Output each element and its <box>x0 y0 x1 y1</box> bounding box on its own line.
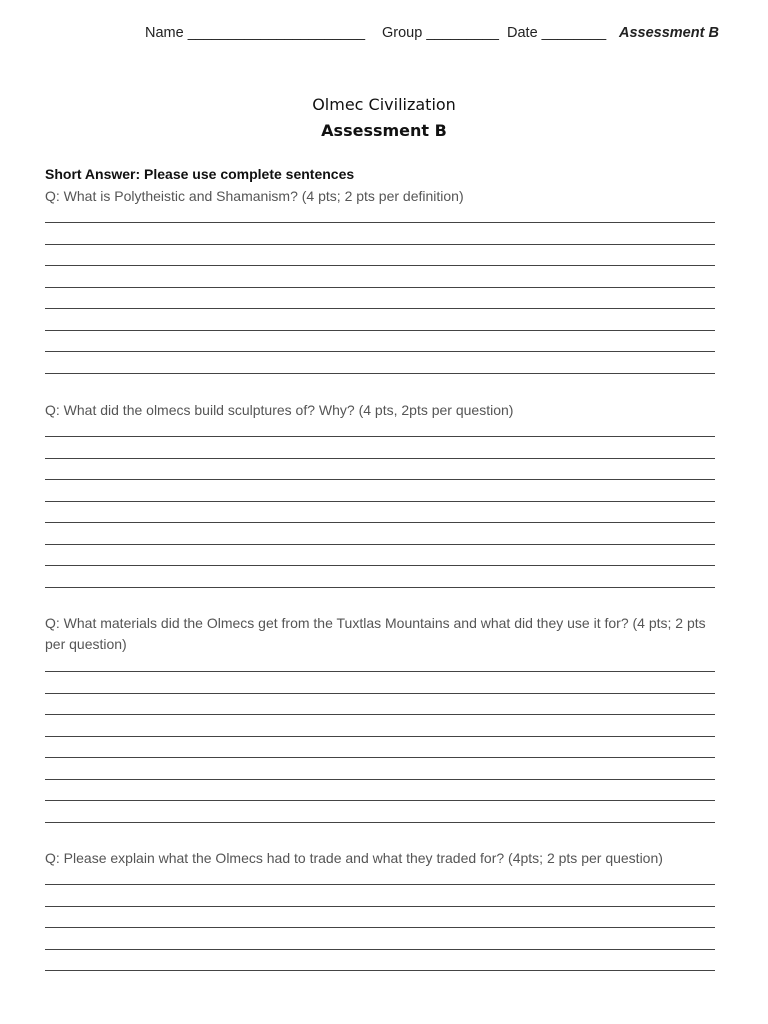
answer-line[interactable] <box>45 927 715 928</box>
page-title: Olmec Civilization <box>312 95 456 114</box>
answer-line[interactable] <box>45 308 715 309</box>
answer-line[interactable] <box>45 265 715 266</box>
answer-line[interactable] <box>45 373 715 374</box>
name-field-label[interactable]: Name ______________________ <box>145 25 366 41</box>
answer-line[interactable] <box>45 714 715 715</box>
date-field-label[interactable]: Date ________ <box>507 25 607 41</box>
answer-line[interactable] <box>45 693 715 694</box>
group-field-label[interactable]: Group _________ <box>382 25 499 41</box>
answer-line[interactable] <box>45 501 715 502</box>
answer-line[interactable] <box>45 884 715 885</box>
answer-line[interactable] <box>45 351 715 352</box>
section-heading: Short Answer: Please use complete sentences <box>45 166 355 182</box>
question-3: Q: What materials did the Olmecs get from the Tuxtlas Mountains and what did they use it for? (4 pts; 2 pts per question) <box>45 615 706 652</box>
answer-line[interactable] <box>45 779 715 780</box>
answer-line[interactable] <box>45 970 715 971</box>
question-1: Q: What is Polytheistic and Shamanism? (4 pts; 2 pts per definition) <box>45 188 464 204</box>
question-4: Q: Please explain what the Olmecs had to trade and what they traded for? (4pts; 2 pts per question) <box>45 850 663 866</box>
answer-line[interactable] <box>45 949 715 950</box>
answer-line[interactable] <box>45 544 715 545</box>
answer-line[interactable] <box>45 330 715 331</box>
answer-line[interactable] <box>45 822 715 823</box>
answer-line[interactable] <box>45 906 715 907</box>
answer-line[interactable] <box>45 800 715 801</box>
answer-line[interactable] <box>45 671 715 672</box>
answer-line[interactable] <box>45 522 715 523</box>
assessment-label: Assessment B <box>619 25 719 41</box>
answer-line[interactable] <box>45 587 715 588</box>
page-subtitle: Assessment B <box>321 121 447 140</box>
answer-line[interactable] <box>45 287 715 288</box>
answer-line[interactable] <box>45 458 715 459</box>
answer-line[interactable] <box>45 479 715 480</box>
answer-line[interactable] <box>45 244 715 245</box>
answer-line[interactable] <box>45 565 715 566</box>
answer-line[interactable] <box>45 222 715 223</box>
answer-line[interactable] <box>45 736 715 737</box>
answer-line[interactable] <box>45 436 715 437</box>
answer-line[interactable] <box>45 757 715 758</box>
question-2: Q: What did the olmecs build sculptures of? Why? (4 pts, 2pts per question) <box>45 402 514 418</box>
